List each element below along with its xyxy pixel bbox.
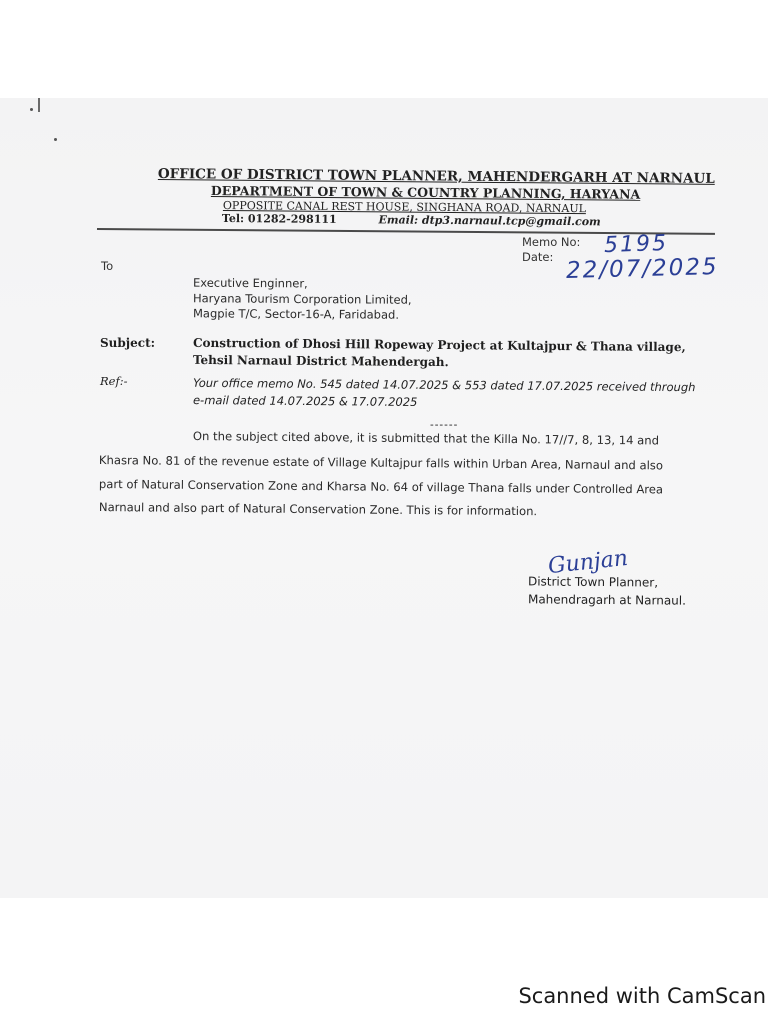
body-line-3: part of Natural Conservation Zone and Kharsa No. 64 of village Thana falls under Controlled Area: [98, 477, 664, 497]
recipient-line-2: Haryana Tourism Corporation Limited,: [192, 291, 412, 307]
scan-artifact-dot: [54, 138, 57, 141]
signatory-title: District Town Planner,: [527, 574, 659, 590]
ref-label: Ref:-: [100, 374, 128, 388]
handwritten-signature: Gunjan: [546, 545, 630, 580]
office-title: OFFICE OF DISTRICT TOWN PLANNER, MAHENDERGARH AT NARNAUL: [157, 166, 715, 187]
office-address: OPPOSITE CANAL REST HOUSE, SINGHANA ROAD, NARNAUL: [222, 199, 586, 216]
to-label: To: [101, 259, 114, 273]
memo-no-label: Memo No:: [522, 235, 581, 249]
ref-line-1: Your office memo No. 545 dated 14.07.2025 & 553 dated 17.07.2025 received through: [192, 375, 696, 395]
subject-label: Subject:: [100, 336, 156, 350]
recipient-line-1: Executive Enginner,: [192, 275, 308, 291]
memo-date-label: Date:: [522, 250, 554, 264]
recipient-line-3: Magpie T/C, Sector-16-A, Faridabad.: [192, 306, 400, 322]
email-address: Email: dtp3.narnaul.tcp@gmail.com: [378, 213, 601, 229]
ref-line-2: e-mail dated 14.07.2025 & 17.07.2025: [192, 393, 418, 409]
memo-no-handwritten: 5195: [603, 230, 669, 259]
signatory-location: Mahendragarh at Narnaul.: [527, 592, 687, 608]
telephone: Tel: 01282-298111: [221, 212, 337, 227]
camscanner-watermark: Scanned with CamScan: [518, 984, 766, 1008]
memo-date-handwritten: 22/07/2025: [565, 254, 719, 284]
body-line-1: On the subject cited above, it is submitted that the Killa No. 17//7, 8, 13, 14 and: [192, 429, 660, 448]
subject-line-1: Construction of Dhosi Hill Ropeway Project at Kultajpur & Thana village,: [192, 335, 686, 355]
separator: ------: [430, 418, 459, 431]
subject-line-2: Tehsil Narnaul District Mahendergah.: [192, 352, 449, 370]
scan-artifact-dot: [30, 108, 33, 111]
scan-artifact-mark: [38, 98, 40, 112]
body-line-2: Khasra No. 81 of the revenue estate of Village Kultajpur falls within Urban Area, Narnaul and also: [98, 453, 664, 473]
body-line-4: Narnaul and also part of Natural Conservation Zone. This is for information.: [98, 500, 538, 519]
department-title: DEPARTMENT OF TOWN & COUNTRY PLANNING, HARYANA: [210, 183, 641, 202]
